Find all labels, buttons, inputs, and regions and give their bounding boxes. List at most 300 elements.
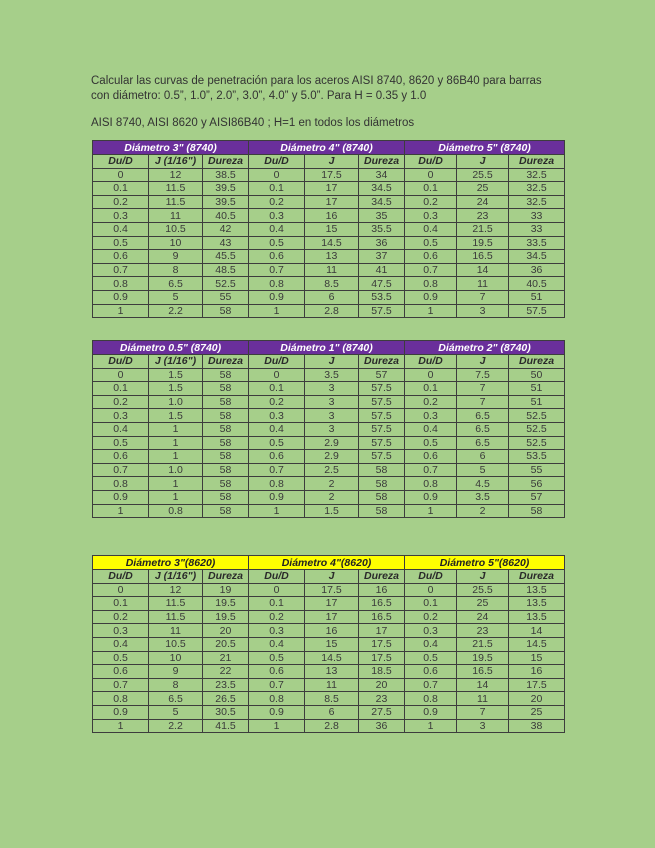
table-cell: 0.4 (249, 637, 305, 651)
table-cell: 0.2 (249, 395, 305, 409)
table-cell: 0.7 (93, 263, 149, 277)
table-cell: 0.8 (405, 277, 457, 291)
table-cell: 0.7 (249, 678, 305, 692)
table-cell: 0 (405, 583, 457, 597)
table-cell: 17 (359, 624, 405, 638)
column-header: J (1/16") (149, 355, 203, 369)
table-cell: 17.5 (305, 583, 359, 597)
table-cell: 19.5 (203, 610, 249, 624)
table-row (93, 597, 565, 611)
table-cell: 58 (203, 504, 249, 518)
table-cell: 11.5 (149, 610, 203, 624)
table-cell: 2 (457, 504, 509, 518)
table-cell: 8 (149, 263, 203, 277)
table-cell: 1 (249, 304, 305, 318)
table-cell: 0.1 (93, 597, 149, 611)
table-cell: 0.1 (405, 597, 457, 611)
table-row (93, 637, 565, 651)
table-row (93, 705, 565, 719)
column-header: Du/D (249, 155, 305, 169)
table-cell: 3.5 (305, 368, 359, 382)
table-cell: 6.5 (457, 422, 509, 436)
column-header: Dureza (203, 570, 249, 584)
table-row (93, 409, 565, 423)
table-cell: 0.8 (149, 504, 203, 518)
table-row (93, 450, 565, 464)
table-8740-small (92, 340, 565, 518)
table-cell: 11 (305, 263, 359, 277)
table-row (93, 624, 565, 638)
table-cell: 21.5 (457, 222, 509, 236)
table-cell: 33 (509, 222, 565, 236)
table-cell: 10 (149, 651, 203, 665)
table-cell: 35 (359, 209, 405, 223)
table-cell: 58 (203, 436, 249, 450)
table-cell: 1 (405, 504, 457, 518)
table-cell: 30.5 (203, 705, 249, 719)
table-cell: 0.6 (249, 665, 305, 679)
table-cell: 1 (93, 504, 149, 518)
table-cell: 0.4 (249, 422, 305, 436)
table-title: Diámetro 5"(8620) (405, 556, 565, 570)
table-cell: 6.5 (457, 409, 509, 423)
table-cell: 0.8 (249, 692, 305, 706)
table-cell: 52.5 (509, 422, 565, 436)
column-header: Du/D (405, 155, 457, 169)
table-cell: 3 (305, 395, 359, 409)
table-cell: 0.1 (405, 182, 457, 196)
table-cell: 16 (305, 624, 359, 638)
table-cell: 0.2 (93, 195, 149, 209)
table-cell: 41 (359, 263, 405, 277)
table-cell: 1.5 (149, 409, 203, 423)
header-row (93, 355, 565, 369)
table-cell: 14.5 (509, 637, 565, 651)
table-cell: 23 (457, 209, 509, 223)
table-cell: 0.6 (405, 665, 457, 679)
table-cell: 17 (305, 610, 359, 624)
table-cell: 0.3 (93, 624, 149, 638)
table-title: Diámetro 5" (8740) (405, 141, 565, 155)
table-cell: 24 (457, 195, 509, 209)
table-cell: 21 (203, 651, 249, 665)
title-row (93, 556, 565, 570)
table-cell: 11 (149, 209, 203, 223)
table-title: Diámetro 3" (8740) (93, 141, 249, 155)
table-cell: 11.5 (149, 597, 203, 611)
table-cell: 1 (93, 719, 149, 733)
column-header: J (1/16") (149, 155, 203, 169)
table-cell: 58 (359, 490, 405, 504)
table-cell: 10.5 (149, 222, 203, 236)
table-cell: 58 (203, 382, 249, 396)
table-row (93, 182, 565, 196)
table-cell: 11 (149, 624, 203, 638)
table-cell: 32.5 (509, 195, 565, 209)
table-row (93, 583, 565, 597)
table-cell: 1.5 (149, 368, 203, 382)
table-row (93, 477, 565, 491)
column-header: J (457, 355, 509, 369)
column-header: J (305, 155, 359, 169)
table-cell: 53.5 (509, 450, 565, 464)
table-cell: 1 (149, 422, 203, 436)
table-cell: 0.5 (249, 236, 305, 250)
table-cell: 0.5 (405, 436, 457, 450)
table-cell: 7 (457, 290, 509, 304)
table-row (93, 250, 565, 264)
table-cell: 57.5 (359, 382, 405, 396)
table-cell: 32.5 (509, 182, 565, 196)
table-cell: 38.5 (203, 168, 249, 182)
table-cell: 0.9 (93, 705, 149, 719)
table-cell: 17 (305, 597, 359, 611)
table-cell: 20 (359, 678, 405, 692)
table-cell: 57.5 (359, 450, 405, 464)
table-row (93, 610, 565, 624)
table-cell: 0.7 (405, 678, 457, 692)
table-cell: 34 (359, 168, 405, 182)
table-cell: 17.5 (359, 651, 405, 665)
column-header: Dureza (359, 570, 405, 584)
table-cell: 0.9 (249, 705, 305, 719)
table-cell: 6.5 (149, 692, 203, 706)
table-cell: 6.5 (149, 277, 203, 291)
table-cell: 45.5 (203, 250, 249, 264)
table-cell: 0.3 (405, 209, 457, 223)
table-row (93, 665, 565, 679)
table-cell: 0 (93, 168, 149, 182)
column-header: Du/D (405, 355, 457, 369)
table-cell: 39.5 (203, 182, 249, 196)
table-row (93, 436, 565, 450)
table-cell: 22 (203, 665, 249, 679)
table-cell: 3 (457, 719, 509, 733)
table-row (93, 304, 565, 318)
table-cell: 0 (249, 168, 305, 182)
table-cell: 19.5 (457, 236, 509, 250)
table-cell: 0.3 (249, 409, 305, 423)
table-cell: 0.6 (93, 665, 149, 679)
table-cell: 19.5 (203, 597, 249, 611)
table-cell: 57 (509, 490, 565, 504)
table-cell: 17.5 (359, 637, 405, 651)
table-cell: 0.1 (93, 182, 149, 196)
table-cell: 17.5 (509, 678, 565, 692)
table-cell: 0 (405, 368, 457, 382)
table-cell: 12 (149, 168, 203, 182)
table-cell: 16.5 (457, 665, 509, 679)
table-cell: 6 (305, 290, 359, 304)
table-cell: 12 (149, 583, 203, 597)
column-header: Dureza (509, 355, 565, 369)
table-cell: 13.5 (509, 610, 565, 624)
table-cell: 10.5 (149, 637, 203, 651)
column-header: Du/D (93, 155, 149, 169)
table-cell: 51 (509, 382, 565, 396)
table-row (93, 263, 565, 277)
table-cell: 0.3 (93, 209, 149, 223)
column-header: J (457, 570, 509, 584)
table-cell: 0.7 (405, 463, 457, 477)
table-cell: 27.5 (359, 705, 405, 719)
table-cell: 11 (457, 277, 509, 291)
header-row (93, 155, 565, 169)
table-cell: 41.5 (203, 719, 249, 733)
table-cell: 25.5 (457, 583, 509, 597)
table-cell: 0.7 (249, 263, 305, 277)
table-cell: 39.5 (203, 195, 249, 209)
table-cell: 20 (203, 624, 249, 638)
table-cell: 0.5 (93, 436, 149, 450)
table-cell: 58 (509, 504, 565, 518)
table-cell: 0.7 (405, 263, 457, 277)
table-cell: 52.5 (203, 277, 249, 291)
table-cell: 11 (305, 678, 359, 692)
table-cell: 58 (203, 422, 249, 436)
table-cell: 58 (203, 368, 249, 382)
table-cell: 0.1 (249, 182, 305, 196)
table-cell: 58 (203, 490, 249, 504)
table-8740-large (92, 140, 565, 318)
table-cell: 0.4 (249, 222, 305, 236)
table-cell: 57.5 (359, 436, 405, 450)
table-cell: 57.5 (359, 304, 405, 318)
table-cell: 58 (203, 450, 249, 464)
table-cell: 19 (203, 583, 249, 597)
table-cell: 9 (149, 250, 203, 264)
table-cell: 36 (359, 719, 405, 733)
table-cell: 0.2 (405, 610, 457, 624)
table-cell: 55 (203, 290, 249, 304)
table-cell: 0.4 (405, 222, 457, 236)
table-cell: 7 (457, 705, 509, 719)
table-cell: 1 (249, 504, 305, 518)
table-cell: 19.5 (457, 651, 509, 665)
table-cell: 34.5 (359, 195, 405, 209)
table-row (93, 222, 565, 236)
table-cell: 5 (149, 290, 203, 304)
table-cell: 11.5 (149, 182, 203, 196)
table-cell: 17 (305, 182, 359, 196)
table-cell: 7 (457, 382, 509, 396)
column-header: Du/D (249, 355, 305, 369)
table-cell: 0.9 (405, 290, 457, 304)
column-header: J (1/16") (149, 570, 203, 584)
table-cell: 0.9 (93, 490, 149, 504)
column-header: J (305, 570, 359, 584)
table-row (93, 422, 565, 436)
table-cell: 0.2 (249, 610, 305, 624)
table-cell: 4.5 (457, 477, 509, 491)
table-cell: 0.5 (405, 236, 457, 250)
table-cell: 2.2 (149, 719, 203, 733)
table-cell: 50 (509, 368, 565, 382)
table-cell: 35.5 (359, 222, 405, 236)
table-cell: 0.7 (249, 463, 305, 477)
table-cell: 15 (305, 637, 359, 651)
table-cell: 57 (359, 368, 405, 382)
table-cell: 20 (509, 692, 565, 706)
table-cell: 0.1 (249, 597, 305, 611)
table-cell: 2.9 (305, 450, 359, 464)
table-cell: 0.7 (93, 678, 149, 692)
table-cell: 0.2 (405, 195, 457, 209)
title-row (93, 141, 565, 155)
table-cell: 0.4 (93, 637, 149, 651)
table-cell: 15 (509, 651, 565, 665)
table-cell: 26.5 (203, 692, 249, 706)
table-cell: 0 (405, 168, 457, 182)
table-cell: 0.6 (405, 250, 457, 264)
column-header: J (457, 155, 509, 169)
table-cell: 0.6 (93, 250, 149, 264)
table-cell: 21.5 (457, 637, 509, 651)
table-cell: 53.5 (359, 290, 405, 304)
table-cell: 56 (509, 477, 565, 491)
table-8620 (92, 555, 565, 733)
table-cell: 2.2 (149, 304, 203, 318)
table-cell: 18.5 (359, 665, 405, 679)
table-cell: 3 (457, 304, 509, 318)
table-cell: 6 (457, 450, 509, 464)
column-header: J (305, 355, 359, 369)
table-cell: 8.5 (305, 277, 359, 291)
table-cell: 3 (305, 382, 359, 396)
title-row (93, 341, 565, 355)
table-cell: 57.5 (359, 422, 405, 436)
table-cell: 1 (249, 719, 305, 733)
table-cell: 5 (457, 463, 509, 477)
table-cell: 14.5 (305, 236, 359, 250)
table-cell: 57.5 (359, 409, 405, 423)
table-row (93, 463, 565, 477)
table-cell: 38 (509, 719, 565, 733)
table-cell: 0 (93, 583, 149, 597)
table-cell: 0.9 (405, 490, 457, 504)
table-row (93, 290, 565, 304)
table-cell: 0.3 (93, 409, 149, 423)
table-cell: 16.5 (457, 250, 509, 264)
column-header: Du/D (93, 570, 149, 584)
table-cell: 6.5 (457, 436, 509, 450)
table-cell: 33.5 (509, 236, 565, 250)
table-cell: 0.4 (405, 422, 457, 436)
table-cell: 0.6 (405, 450, 457, 464)
table-row (93, 195, 565, 209)
table-cell: 58 (203, 409, 249, 423)
column-header: Du/D (249, 570, 305, 584)
table-cell: 1.5 (305, 504, 359, 518)
table-title: Diámetro 1" (8740) (249, 341, 405, 355)
table-cell: 11 (457, 692, 509, 706)
table-cell: 0.4 (405, 637, 457, 651)
table-cell: 0.4 (93, 222, 149, 236)
table-row (93, 368, 565, 382)
table-cell: 25 (457, 597, 509, 611)
table-cell: 23 (359, 692, 405, 706)
table-cell: 13 (305, 665, 359, 679)
table-cell: 0.9 (93, 290, 149, 304)
table-title: Diámetro 4" (8740) (249, 141, 405, 155)
table-cell: 23 (457, 624, 509, 638)
table-cell: 48.5 (203, 263, 249, 277)
table-cell: 0.6 (249, 450, 305, 464)
table-cell: 34.5 (359, 182, 405, 196)
table-cell: 1 (405, 304, 457, 318)
table-cell: 13.5 (509, 597, 565, 611)
table-cell: 51 (509, 395, 565, 409)
column-header: Dureza (509, 155, 565, 169)
table-cell: 52.5 (509, 409, 565, 423)
table-row (93, 209, 565, 223)
table-row (93, 236, 565, 250)
table-cell: 15 (305, 222, 359, 236)
table-cell: 14.5 (305, 651, 359, 665)
table-cell: 0.7 (93, 463, 149, 477)
table-cell: 24 (457, 610, 509, 624)
table-cell: 3 (305, 422, 359, 436)
table-cell: 14 (509, 624, 565, 638)
table-row (93, 692, 565, 706)
table-cell: 7 (457, 395, 509, 409)
table-cell: 25 (509, 705, 565, 719)
table-cell: 0.3 (405, 624, 457, 638)
table-cell: 33 (509, 209, 565, 223)
column-header: Dureza (509, 570, 565, 584)
table-title: Diámetro 4"(8620) (249, 556, 405, 570)
table-cell: 0.6 (249, 250, 305, 264)
table-cell: 0.5 (405, 651, 457, 665)
table-cell: 1 (149, 490, 203, 504)
table-cell: 0.9 (249, 290, 305, 304)
table-cell: 0.5 (249, 436, 305, 450)
table-cell: 1.5 (149, 382, 203, 396)
table-cell: 58 (359, 463, 405, 477)
table-cell: 57.5 (509, 304, 565, 318)
table-cell: 58 (203, 395, 249, 409)
table-cell: 40.5 (509, 277, 565, 291)
table-cell: 16 (359, 583, 405, 597)
table-cell: 2 (305, 477, 359, 491)
table-cell: 0.8 (93, 477, 149, 491)
table-cell: 0 (249, 368, 305, 382)
table-cell: 3 (305, 409, 359, 423)
table-cell: 1 (405, 719, 457, 733)
table-cell: 1.0 (149, 463, 203, 477)
table-cell: 25 (457, 182, 509, 196)
table-cell: 1 (149, 436, 203, 450)
table-cell: 58 (203, 304, 249, 318)
table-cell: 16.5 (359, 610, 405, 624)
table-row (93, 678, 565, 692)
intro-paragraph: Calcular las curvas de penetración para los aceros AISI 8740, 8620 y 86B40 para barras con diámetro: 0.5”, 1.0”, 2.0”, 3.0”, 4.0” y 5.0”. Para H = 0.35 y 1.0 (91, 75, 542, 102)
table-cell: 58 (203, 477, 249, 491)
table-cell: 0.1 (249, 382, 305, 396)
table-title: Diámetro 3"(8620) (93, 556, 249, 570)
table-cell: 0.8 (249, 277, 305, 291)
table-cell: 7.5 (457, 368, 509, 382)
table-cell: 57.5 (359, 395, 405, 409)
table-cell: 42 (203, 222, 249, 236)
table-cell: 58 (203, 463, 249, 477)
table-cell: 0.8 (249, 477, 305, 491)
table-cell: 0.2 (249, 195, 305, 209)
table-cell: 17.5 (305, 168, 359, 182)
table-cell: 0.8 (405, 692, 457, 706)
table-cell: 0.5 (249, 651, 305, 665)
table-cell: 0.5 (93, 651, 149, 665)
